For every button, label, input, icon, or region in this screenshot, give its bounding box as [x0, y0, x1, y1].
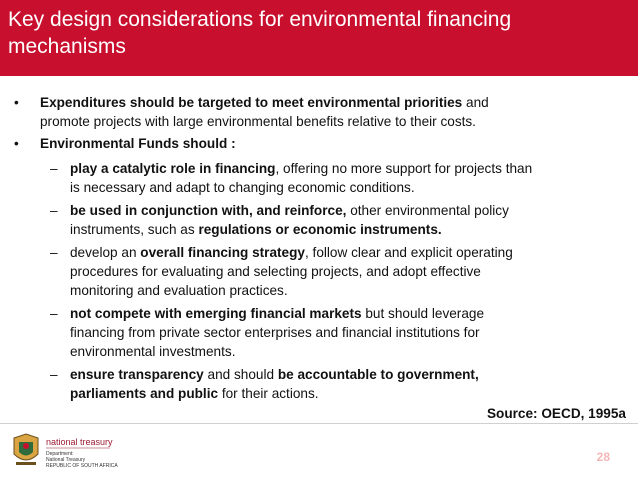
subitem-5-line-2-rest: for their actions. [218, 386, 319, 401]
slide-title: Key design considerations for environmental financing mechanisms [8, 8, 512, 58]
subitem-5-mid: and should [203, 367, 278, 382]
subitem-5-line-1 [70, 366, 630, 385]
subitem-4-rest: but should leverage [361, 306, 485, 321]
page-number: 28 [596, 450, 610, 464]
bullet-1-line-2: promote projects with large environmental benefits relative to their costs. [40, 114, 476, 129]
subitem-2-line-2b: regulations or economic instruments. [198, 222, 442, 237]
dash-icon: – [50, 245, 58, 260]
subitem-3-bold: overall financing strategy [140, 245, 305, 260]
dept-line-3: REPUBLIC OF SOUTH AFRICA [46, 463, 118, 469]
bullet-2-bold: Environmental Funds should : [40, 136, 236, 151]
national-treasury-logo [10, 432, 160, 472]
subitem-1-line-1 [70, 160, 630, 179]
subitem-5-bold: ensure transparency [70, 367, 204, 382]
subitem-2-bold: be used in conjunction with, and reinforce, [70, 203, 347, 218]
subitem-5-line-2-bold: parliaments and public [70, 386, 219, 401]
subitem-2-rest: other environmental policy [346, 203, 509, 218]
dash-icon: – [50, 367, 58, 382]
dept-line-1: Department: [46, 451, 74, 457]
subitem-4-line-3: environmental investments. [70, 344, 236, 359]
subitem-2-line-2 [70, 221, 442, 240]
subitem-4-bold: not compete with emerging financial markets [70, 306, 362, 321]
bullet-2 [40, 135, 236, 154]
subitem-1-line-2: is necessary and adapt to changing economic conditions. [70, 180, 415, 195]
dash-icon: – [50, 161, 58, 176]
subitem-3-rest: , follow clear and explicit operating [304, 245, 513, 260]
coat-of-arms-icon [10, 432, 160, 472]
subitem-5-bold-2: be accountable to government, [277, 367, 479, 382]
subitem-3-line-2: procedures for evaluating and selecting projects, and adopt effective [70, 264, 481, 279]
bullet-icon: • [14, 136, 19, 151]
subitem-1-bold: play a catalytic role in financing [70, 161, 276, 176]
dash-icon: – [50, 306, 58, 321]
bullet-icon: • [14, 95, 19, 110]
subitem-4-line-2: financing from private sector enterprises and financial institutions for [70, 325, 480, 340]
bullet-1-bold: Expenditures should be targeted to meet environmental priorities [40, 95, 463, 110]
bullet-1-rest: and [462, 95, 489, 110]
dash-icon: – [50, 203, 58, 218]
source-citation: Source: OECD, 1995a [486, 406, 626, 421]
bullet-1-line-1 [40, 94, 630, 113]
subitem-5-line-2 [70, 385, 319, 404]
subitem-1-rest: , offering no more support for projects than [275, 161, 533, 176]
footer-divider [0, 423, 638, 424]
title-bar [0, 0, 638, 76]
subitem-3-a: develop an [70, 245, 141, 260]
org-name: national treasury [46, 437, 113, 447]
subitem-3-line-3: monitoring and evaluation practices. [70, 283, 288, 298]
subitem-3-line-1 [70, 244, 630, 263]
subitem-4-line-1 [70, 305, 630, 324]
subitem-2-line-1 [70, 202, 630, 221]
subitem-2-line-2a: instruments, such as [70, 222, 199, 237]
dept-line-2: National Treasury [46, 457, 86, 463]
